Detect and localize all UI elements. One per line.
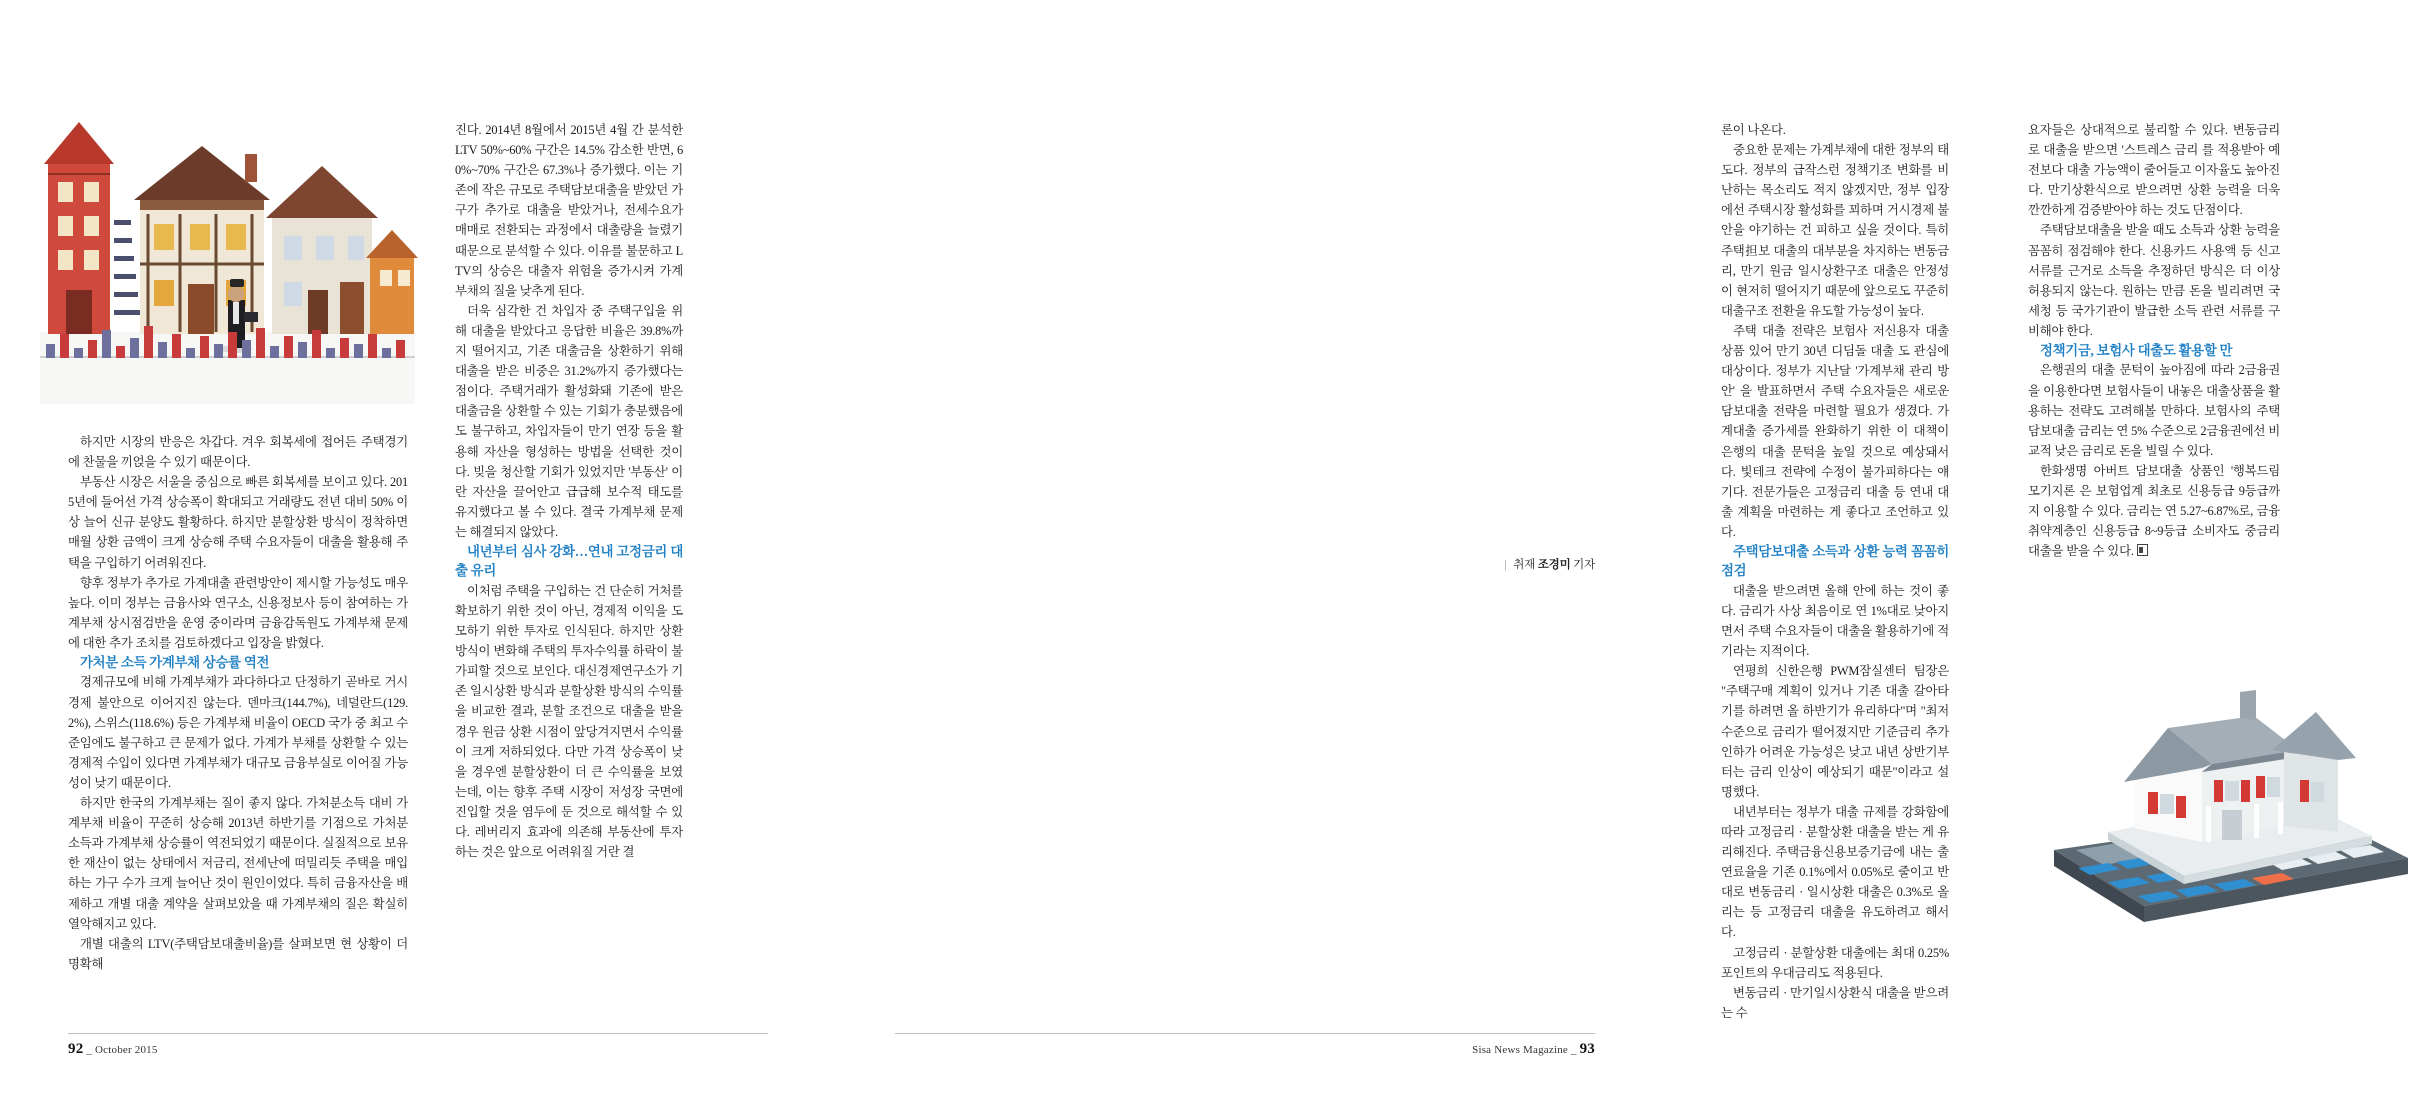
footer-rule-left (68, 1033, 768, 1034)
paragraph: 고정금리 · 분할상환 대출에는 최대 0.25%포인트의 우대금리도 적용된다. (1721, 945, 1949, 980)
paragraph: 경제규모에 비해 가계부채가 과다하다고 단정하기 곧바로 거시경제 불안으로 이어지진 않는다. 덴마크(144.7%), 네덜란드(129.2%), 스위스(118.6%) 등은 가계부채 비율이 OECD 국가 중 최고 수준임에도 불구하고 큰 문제가 없다. 가계가 부채를 상환할 수 있는 경제적 수입이 있다면 가계부채가 대규모 금융부실로 이어질 가능성이 낮기 때문이다. (68, 675, 408, 790)
paragraph: 더욱 심각한 건 차입자 중 주택구입을 위해 대출을 받았다고 응답한 비율은 39.8%까지 떨어지고, 기존 대출금을 상환하기 위해 대출을 받은 비중은 31.2%까지 증가했다는 점이다. 주택거래가 활성화돼 기존에 받은 대출금을 상환할 수 있는 기회가 충분했음에도 불구하고, 차입자들이 만기 연장 등을 활용해 자산을 형성하는 방법을 선택한 것이다. 빚을 청산할 기회가 있었지만 '부동산' 이란 자산을 끌어안고 급급해 보수적 태도를 유지했다고 볼 수 있다. 결국 가계부채 문제는 해결되지 않았다. (455, 303, 683, 539)
body-column-1 (68, 432, 408, 974)
paragraph: 내년부터는 정부가 대출 규제를 강화함에 따라 고정금리 · 분할상환 대출을 받는 게 유리해진다. 주택금융신용보증기금에 내는 출연료율을 기존 0.1%에서 0.05%로 줄이고 반대로 변동금리 · 일시상환 대출은 0.3%로 올리는 등 고정금리 대출을 유도하려고 해서다. (1721, 804, 1949, 940)
paragraph: 진다. 2014년 8월에서 2015년 4월 간 분석한 LTV 50%~60% 구간은 14.5% 감소한 반면, 60%~70% 구간은 67.3%나 증가했다. 이는 기존에 작은 규모로 주택담보대출을 받았던 가구가 추가로 대출을 받았거나, 전세수요가 매매로 전환되는 과정에서 대출량을 늘렸기 때문으로 분석할 수 있다. 이유를 불문하고 LTV의 상승은 대출자 위험을 증가시켜 가계부채의 질을 낮추게 된다. (455, 123, 683, 298)
paragraph: 론이 나온다. (1721, 123, 1786, 137)
issue-date: _ October 2015 (86, 1044, 158, 1056)
paragraph: 이처럼 주택을 구입하는 건 단순히 거처를 확보하기 위한 것이 아닌, 경제적 이익을 도모하기 위한 투자로 인식된다. 하지만 상환방식이 변화해 주택의 투자수익률 하락이 불가피할 것으로 보인다. 대신경제연구소가 기존 일시상환 방식과 분할상환 방식의 수익률을 비교한 결과, 분할 조건으로 대출을 받을 경우 원금 상환 시점이 앞당겨지면서 수익률이 크게 저하되었다. 다만 가격 상승폭이 낮을 경우엔 분할상환이 더 큰 수익률을 보였는데, 이는 향후 주택 시장이 저성장 국면에 진입할 것을 염두에 둔 것으로 해석할 수 있다. 레버리지 효과에 의존해 부동산에 투자하는 것은 앞으로 어려워질 거란 결 (455, 583, 683, 860)
left-page (0, 0, 831, 1096)
paragraph: 부동산 시장은 서울을 중심으로 빠른 회복세를 보이고 있다. 2015년에 들어선 가격 상승폭이 확대되고 거래량도 전년 대비 50% 이상 늘어 신규 분양도 활황하다. 하지만 분할상환 방식이 정착하면 매월 상환 금액이 크게 상승해 주택 수요자들이 대출을 활용해 주택을 구입하기 어려워진다. (68, 475, 408, 570)
section-heading-income-debt: 가처분 소득 가계부채 상승률 역전 (80, 655, 270, 671)
byline-reporter: 조경미 (1537, 559, 1571, 571)
paragraph: 개별 대출의 LTV(주택담보대출비율)를 살펴보면 현 상황이 더 명확해 (68, 936, 408, 971)
paragraph: 하지만 한국의 가계부채는 질이 좋지 않다. 가처분소득 대비 가계부채 비율이 꾸준히 상승해 2013년 하반기를 기점으로 가처분 소득과 가계부채 상승률이 역전되었기 때문이다. 실질적으로 보유한 재산이 없는 상태에서 저금리, 전세난에 떠밀리듯 주택을 매입하는 가구 수가 크게 늘어난 것이 원인이었다. 특히 금융자산을 배제하고 개별 대출 계약을 살펴보았을 때 가계부채의 질은 확실히 열악해지고 있다. (68, 796, 408, 931)
body-column-4 (2028, 120, 2280, 561)
paragraph: 주택 대출 전략은 보험사 저신용자 대출 상품 있어 만기 30년 디딤돌 대출 도 관심에 대상이다. 정부가 지난달 '가계부채 관리 방안' 을 발표하면서 주택 수요자들은 새로운 담보대출 전략을 마련할 필요가 생겼다. 가계대출 증가세를 완화하기 위한 이 대책이 은행의 대출 문턱을 높일 것으로 예상돼서다. 빛테크 전략에 수정이 불가피하다는 얘기다. 전문가들은 고정금리 대출 등 연내 대출 계획을 마련하는 게 좋다고 조언하고 있다. (1721, 323, 1949, 539)
footer-rule-right (895, 1033, 1595, 1034)
houses-illustration (40, 104, 415, 404)
right-page (831, 0, 2280, 1096)
house-on-calculator-illustration (2016, 600, 2416, 952)
byline (1504, 556, 1595, 572)
paragraph (2028, 461, 2280, 561)
paragraph: 변동금리 · 만기일시상환식 대출을 받으려는 수 (1721, 985, 1949, 1020)
paragraph: 연평희 신한은행 PWM잠실센터 팀장은 "주택구매 계획이 있거나 기존 대출 갈아타기를 하려면 올 하반기가 유리하다"며 "최저 수준으로 금리가 떨어졌지만 기준금리 추가 인하가 어려운 가능성은 낮고 내년 상반기부터는 금리 인상이 예상되기 때문"이라고 설명했다. (1721, 664, 1949, 799)
paragraph: 대출을 받으려면 올해 안에 하는 것이 좋다. 금리가 사상 최음이로 연 1%대로 낮아지면서 주택 수요자들이 대출을 활용하기에 적기라는 지적이다. (1721, 583, 1949, 659)
paragraph: 향후 정부가 추가로 가계대출 관련방안이 제시할 가능성도 매우 높다. 이미 정부는 금융사와 연구소, 신용정보사 등이 참여하는 가계부채 상시점검반을 운영 중이라며 금융감독원도 가계부채 문제에 대한 추가 조치를 검토하겠다고 입장을 밝혔다. (68, 575, 408, 650)
paragraph: 요자들은 상대적으로 불리할 수 있다. 변동금리로 대출을 받으면 '스트레스 금리 를 적용받아 예전보다 대출 가능액이 줄어들고 이자율도 높아진다. 만기상환식으로 받으려면 상환 능력을 더욱 깐깐하게 검증받아야 하는 것도 단점이다. (2028, 123, 2280, 218)
top-photo (40, 104, 415, 404)
page-number-left: 92 (68, 1041, 84, 1057)
body-column-3 (1721, 120, 1949, 1023)
section-heading-mortgage-check: 주택담보대출 소득과 상환 능력 꼼꼼히 점검 (1721, 543, 1949, 579)
section-heading-policy-funds: 정책기금, 보험사 대출도 활용할 만 (2040, 343, 2233, 359)
paragraph: 중요한 문제는 가계부채에 대한 정부의 태도다. 정부의 급작스런 정책기조 변화를 비난하는 목소리도 적지 않겠지만, 정부 입장에선 주택시장 활성화를 꾀하며 거시경제 불안을 야기하는 건 피하고 싶을 것이다. 특히 주택担보 대출의 대부분을 차지하는 변동금리, 만기 원금 일시상환구조 대출은 안정성이 현저히 떨어지기 때문에 앞으로도 꾸준히 대출구조 전환을 유도할 가능성이 높다. (1721, 143, 1949, 318)
paragraph: 하지만 시장의 반응은 차갑다. 겨우 회복세에 접어든 주택경기에 찬물을 끼얹을 수 있기 때문이다. (68, 435, 408, 470)
bottom-photo (2016, 600, 2416, 952)
body-column-2 (455, 120, 683, 862)
section-heading-fixed-rate: 내년부터 심사 강화…연내 고정금리 대출 유리 (455, 543, 683, 579)
paragraph: 은행권의 대출 문턱이 높아짐에 따라 2금융권을 이용한다면 보험사들이 내놓은 대출상품을 활용하는 전략도 고려해볼 만하다. 보험사의 주택담보대출 금리는 연 5% 수준으로 2금융권에선 비교적 낮은 금리로 돈을 빌릴 수 있다. (2028, 363, 2280, 458)
byline-suffix: 기자 (1573, 559, 1595, 571)
folio-left (68, 1041, 158, 1058)
folio-right (1472, 1041, 1595, 1058)
magazine-name: Sisa News Magazine _ (1472, 1044, 1577, 1056)
page-number-right: 93 (1579, 1041, 1595, 1057)
byline-bar: | (1504, 559, 1507, 571)
paragraph-text: 한화생명 아버트 담보대출 상품인 '행복드림 모기지론 은 보험업계 최초로 신용등급 9등급까지 이용할 수 있다. 금리는 연 5.27~6.87%로, 금융 취약계층인 신용등급 8~9등급 소비자도 중금리 대출을 받을 수 있다. (2028, 463, 2280, 559)
byline-label: 취재 (1513, 559, 1536, 571)
end-mark-icon (2137, 544, 2148, 556)
paragraph: 주택담보대출을 받을 때도 소득과 상환 능력을 꼼꼼히 점검해야 한다. 신용카드 사용액 등 신고 서류를 근거로 소득을 추정하던 방식은 더 이상 허용되지 않는다. 원하는 만큼 돈을 빌리려면 국세청 등 국가기관이 발급한 소득 관련 서류를 구비해야 한다. (2028, 223, 2280, 338)
